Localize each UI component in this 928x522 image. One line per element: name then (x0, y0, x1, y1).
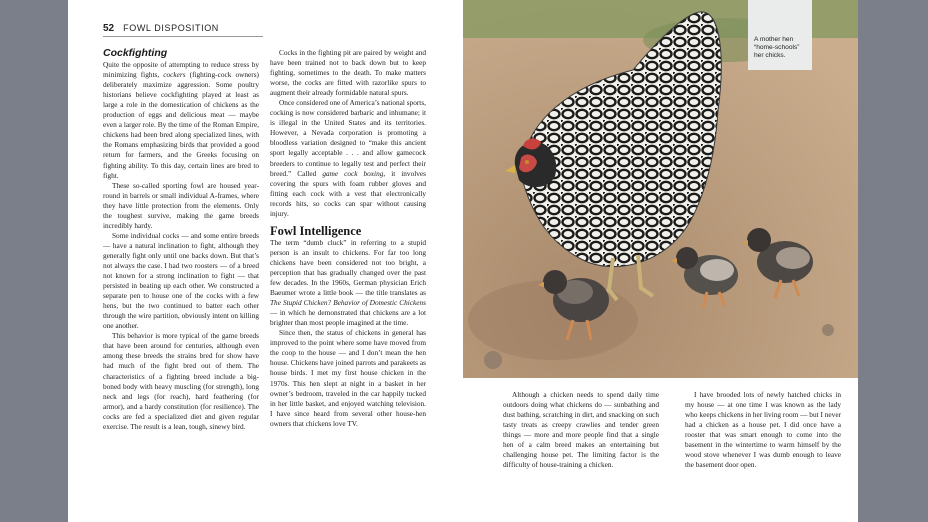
text-run: The term “dumb cluck” in referring to a stupid person is an insult to chickens. For far too long chickens have been considered not too bright, a perception that has gradually changed over the past few decades. In the 1960s, German physician Erich Baeumer wrote a little book — the title translates as (270, 237, 426, 298)
text-run-italic: game cock boxing (322, 168, 384, 178)
section-heading-intelligence: Fowl Intelligence (270, 223, 362, 238)
paragraph (270, 98, 426, 219)
paragraph: Some individual cocks — and some entire breeds — have a natural inclination to fight, although they generally fight only until one backs down. But that’s not always the case. I had two roosters — of a breed not known for a strong inclination to fight — that persisted in beating up each other. We constructed a separate pen to house one of the cocks with a few hens, but the two continued to batter each other through the wire partition, obviously intent on killing one another. (103, 230, 259, 331)
text-run-italic: The Stupid Chicken? Behavior of Domestic Chickens (270, 298, 426, 308)
paragraph: Although a chicken needs to spend daily time outdoors doing what chickens do — sunbathing and dust bathing, scratching in dirt, and snacking on such tasty treats as creepy crawlies and tender green things — more and more people find that a single hen of a calm breed makes an entertaining but challenging house pet. The limiting factor is the difficulty of house-training a chicken. (503, 390, 659, 470)
right-page (463, 0, 858, 522)
left-page (68, 0, 463, 522)
header-rule (103, 36, 263, 37)
paragraph: This behavior is more typical of the game breeds that have been around for centuries, although even among these breeds the strains bred for show have had much of the fight bred out of them. The characteristics of a fighting breed include a big-boned body with heavy muscling (for strength), long neck and legs (for reach), hard feathering (for armor), and a hardy constitution (for resilience). The cocks are fed a specialized diet and given regular exercise. The result is a lean, tough, sinewy bird. (103, 331, 259, 431)
text-run: Quite the opposite of attempting to reduce stress by minimizing fights, (103, 60, 259, 80)
paragraph (270, 238, 426, 328)
pebble (822, 324, 834, 336)
running-head (103, 23, 219, 34)
pebble (484, 351, 502, 369)
text-run-italic: cockers (163, 70, 186, 80)
paragraph: I have brooded lots of newly hatched chicks in my house — at one time I was known as the lady who keeps chickens in her living room — but I never had a chicken as a house pet. I did once have a rooster that was smart enough to come into the basement in the wintertime to warm himself by the wood stove whenever I was dumb enough to leave the basement door open. (685, 390, 841, 470)
section-heading-cockfighting: Cockfighting (103, 47, 168, 59)
right-column-1 (503, 390, 659, 470)
text-run: Once considered one of America’s national sports, cocking is now considered barbaric and inhumane; it is illegal in the United States and its territories. However, a Nevada corporation is promoting a bloodless variation designed to “make this ancient sport legally acceptable . . . and allow gamecock breeders to continue to legally test and perfect their breed.” Called (270, 98, 426, 178)
paragraph: Cocks in the fighting pit are paired by weight and have been trained not to back down but to keep fighting, sometimes to the death. To make matters worse, the cocks are fitted with razorlike spurs to augment their already formidable natural spurs. (270, 48, 426, 98)
paragraph: Since then, the status of chickens in general has improved to the point where some have moved from the coop to the house — and I don’t mean the hen house. Chickens have joined parrots and parakeets as house birds. I met my first house chicken in the 1970s. This hen slept at night in a basket in her owner’s bedroom, traveled in the car happily tucked in her little basket, and enjoyed watching television. I have since heard from several other house-hen owners that chickens love TV. (270, 328, 426, 428)
paragraph (103, 60, 259, 181)
hen-and-chicks-photo (463, 0, 858, 378)
right-column-2 (685, 390, 841, 470)
left-column-2 (270, 48, 426, 429)
chapter-title: FOWL DISPOSITION (123, 23, 219, 33)
text-run: (fighting-cock owners) deliberately maximize aggression. Some poultry historians believe cockfighting played at least as large a role in the domestication of chickens as the production of eggs and delicious meat — maybe even a larger role. By the time of the Roman Empire, chickens had been bred along specialized lines, with the Romans emphasizing birds that provided a good return for farmers, and the Greeks focusing on fighting ability. To this day, certain lines are bred to fight. (103, 70, 259, 180)
text-run: — in which he demonstrated that chickens are a lot brighter than most people imagined at the time. (270, 308, 426, 328)
hen-eye (525, 160, 529, 164)
paragraph: These so-called sporting fowl are housed year-round in barrels or small individual A-frames, where they have little protection from the elements. Only the toughest survive, making the game breeds incredibly hardy. (103, 180, 259, 230)
left-column-1 (103, 48, 259, 432)
page-number: 52 (103, 23, 115, 34)
photo-caption: A mother hen “home-schools” her chicks. (748, 0, 812, 70)
text-run: , it involves covering the spurs with foam rubber gloves and fitting each cock with a vest that electronically records hits, so cocks can spar without causing injury. (270, 168, 426, 218)
